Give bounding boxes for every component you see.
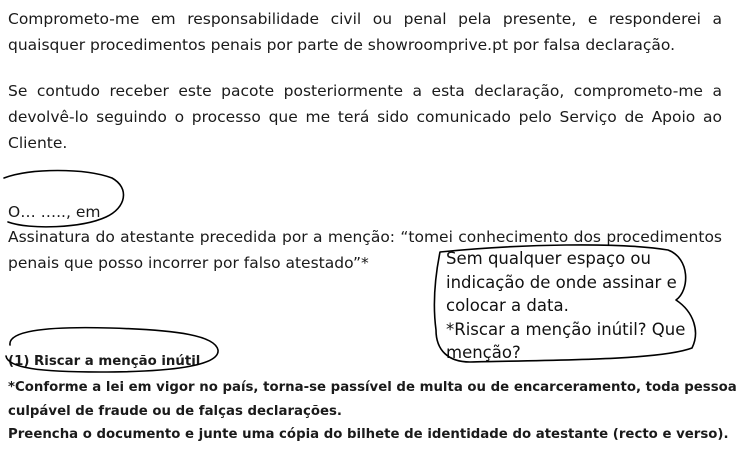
footnote-label: (1) Riscar a menção inútil [8, 354, 201, 369]
annotation-line: *Riscar a menção inútil? Que [446, 319, 686, 339]
annotation-line: Sem qualquer espaço ou [446, 249, 651, 268]
fill-instruction: Preencha o documento e junte uma cópia do bilhete de identidade do atestante (recto e verso). [8, 427, 729, 442]
liability-paragraph: Comprometo-me em responsabilidade civil ou penal pela presente, e responderei a quaisquer procedimentos penais por parte de showroomprive.pt por falsa declaração. [8, 10, 722, 54]
annotation-line: indicação de onde assinar e [446, 272, 677, 292]
signature-instruction: Assinatura do atestante precedida por a menção: “tomei conhecimento dos procedimentos penais que posso incorrer por falso atestado”* [8, 228, 722, 272]
annotation-line: colocar a data. [446, 296, 569, 315]
annotation-line: menção? [446, 343, 521, 362]
handwritten-annotation [446, 247, 692, 365]
return-paragraph: Se contudo receber este pacote posteriormente a esta declaração, comprometo-me a devolvê-lo seguindo o processo que me terá sido comunicado pelo Serviço de Apoio ao Cliente. [8, 82, 722, 152]
place-date-field: O… ….., em [8, 203, 101, 221]
law-note: *Conforme a lei em vigor no país, torna-se passível de multa ou de encarceramento, toda pessoa culpável de fraude ou de falças declarações. [8, 380, 737, 419]
